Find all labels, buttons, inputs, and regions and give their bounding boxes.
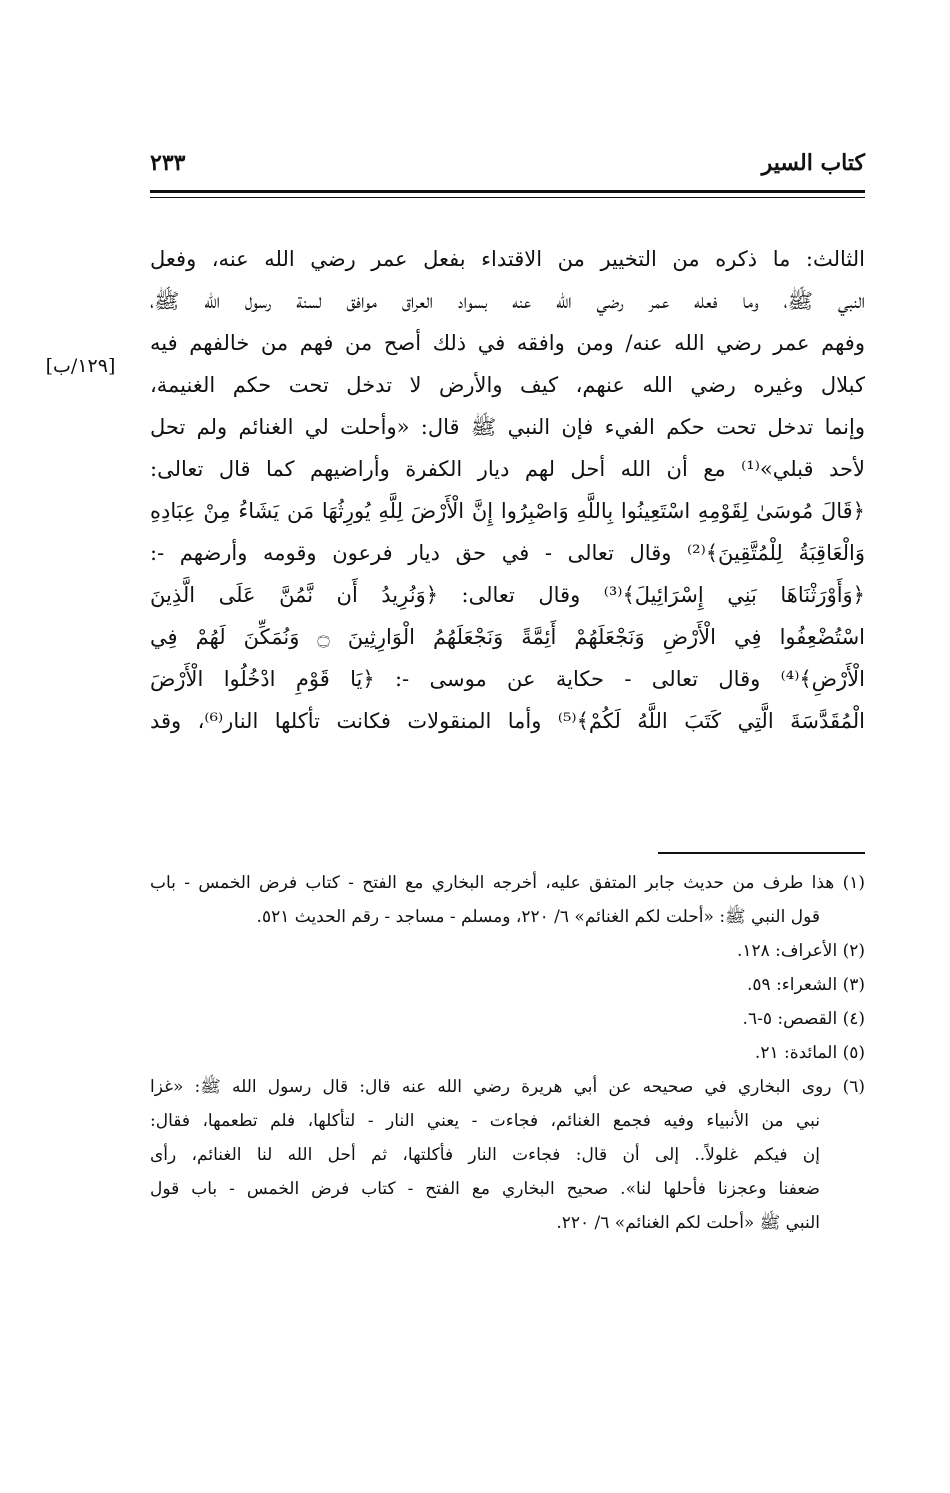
- text-line: اسْتُضْعِفُوا فِي الْأَرْضِ وَنَجْعَلَهُمْ أَئِمَّةً وَنَجْعَلَهُمُ الْوَارِثِينَ ۝ وَنُمَكِّنَ لَهُمْ فِي: [150, 625, 865, 649]
- text-line: كبلال وغيره رضي الله عنهم، كيف والأرض لا تدخل تحت حكم الغنيمة،: [150, 373, 865, 397]
- footnote-line: قول النبي ﷺ: «أحلت لكم الغنائم» ٦/ ٢٢٠، ومسلم - مساجد - رقم الحديث ٥٢١.: [256, 907, 820, 927]
- text-line: الْأَرْضِ﴾⁽⁴⁾ وقال تعالى - حكاية عن موسى -: ﴿يَا قَوْمِ ادْخُلُوا الْأَرْضَ: [150, 667, 865, 691]
- running-title: كتاب السير: [761, 150, 865, 176]
- text-line: ﴿وَأَوْرَثْنَاهَا بَنِي إِسْرَائِيلَ﴾⁽³⁾ وقال تعالى: ﴿وَنُرِيدُ أَن نَّمُنَّ عَلَى الَّذِينَ: [150, 583, 865, 607]
- footnote-line: ضعفنا وعجزنا فأحلها لنا». صحيح البخاري مع الفتح - كتاب فرض الخمس - باب قول: [150, 1179, 820, 1199]
- footnotes-section: [150, 866, 865, 1240]
- main-text-body: [150, 238, 865, 742]
- text-line: الثالث: ما ذكره من التخيير من الاقتداء بفعل عمر رضي الله عنه، وفعل: [150, 247, 865, 271]
- footnote-line: (١) هذا طرف من حديث جابر المتفق عليه، أخرجه البخاري مع الفتح - كتاب فرض الخمس - باب: [150, 873, 865, 893]
- text-line: ﴿قَالَ مُوسَىٰ لِقَوْمِهِ اسْتَعِينُوا بِاللَّهِ وَاصْبِرُوا إِنَّ الْأَرْضَ لِلَّهِ يُورِثُهَا مَن يَشَاءُ مِنْ عِبَادِهِ: [150, 499, 865, 523]
- footnote-line: (٤) القصص: ٥-٦.: [742, 1009, 865, 1029]
- header-rule-thin: [150, 197, 865, 198]
- header-rule-thick: [150, 190, 865, 193]
- footnote-line: نبي من الأنبياء وفيه فجمع الغنائم، فجاءت - يعني النار - لتأكلها، فلم تطعمها، فقال:: [150, 1111, 820, 1131]
- manuscript-folio-marker: [١٢٩/ب]: [45, 355, 116, 377]
- text-line: وَالْعَاقِبَةُ لِلْمُتَّقِينَ﴾⁽²⁾ وقال تعالى - في حق ديار فرعون وقومه وأرضهم -:: [150, 541, 865, 565]
- page-number: ٢٣٣: [150, 150, 186, 176]
- footnote-line: (٢) الأعراف: ١٢٨.: [736, 941, 865, 961]
- footnote-line: إن فيكم غلولاً.. إلى أن قال: فجاءت النار فأكلتها، ثم أحل الله لنا الغنائم، رأى: [150, 1145, 820, 1165]
- text-line: وفهم عمر رضي الله عنه/ ومن وافقه في ذلك أصح من فهم من خالفهم فيه: [150, 331, 865, 355]
- text-line: وإنما تدخل تحت حكم الفيء فإن النبي ﷺ قال: «وأحلت لي الغنائم ولم تحل: [150, 415, 865, 439]
- footnote-separator: [658, 852, 865, 854]
- footnote-line: (٣) الشعراء: ٥٩.: [747, 975, 865, 995]
- text-line: الْمُقَدَّسَةَ الَّتِي كَتَبَ اللَّهُ لَكُمْ﴾⁽⁵⁾ وأما المنقولات فكانت تأكلها النار⁽⁶⁾، وقد: [150, 709, 865, 733]
- footnote-line: النبي ﷺ «أحلت لكم الغنائم» ٦/ ٢٢٠.: [556, 1213, 820, 1233]
- footnote-line: (٦) روى البخاري في صحيحه عن أبي هريرة رضي الله عنه قال: قال رسول الله ﷺ: «غزا: [150, 1077, 865, 1097]
- text-line: النبي ﷺ، وما فعله عمر رضي الله عنه بسواد العراق موافق لسنة رسول الله ﷺ،: [150, 289, 865, 313]
- footnote-line: (٥) المائدة: ٢١.: [754, 1043, 865, 1063]
- page-header: [150, 150, 865, 184]
- text-line: لأحد قبلي»⁽¹⁾ مع أن الله أحل لهم ديار الكفرة وأراضيهم كما قال تعالى:: [150, 457, 865, 481]
